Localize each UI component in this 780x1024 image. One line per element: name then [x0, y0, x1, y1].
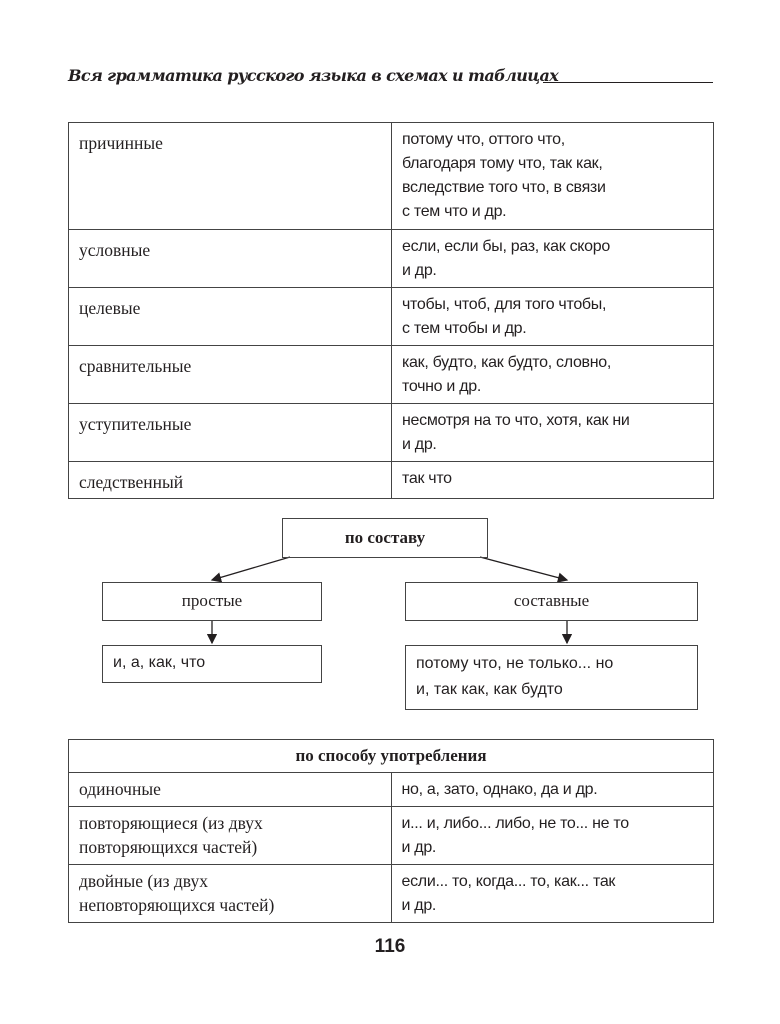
usage-table-header: по способу употребления — [69, 740, 714, 773]
examples-line: потому что, оттого что, — [402, 131, 565, 148]
simple-box: простые — [102, 582, 322, 621]
examples-line: благодаря тому что, так как, — [402, 155, 603, 172]
compound-examples-box — [405, 645, 698, 710]
examples-cell — [391, 807, 714, 865]
examples-line: и др. — [401, 839, 437, 856]
examples-line: с тем чтобы и др. — [402, 320, 527, 337]
type-cell — [69, 807, 392, 865]
examples-line: но, а, зато, однако, да и др. — [401, 781, 598, 798]
usage-table — [68, 739, 714, 923]
type-cell: следственный — [69, 462, 392, 499]
examples-line: с тем что и др. — [402, 203, 507, 220]
examples-line: и др. — [402, 436, 437, 453]
examples-line: и др. — [401, 897, 437, 914]
type-cell: причинные — [69, 123, 392, 230]
diagram-root-box: по составу — [282, 518, 488, 558]
type-line: двойные (из двух — [79, 871, 208, 891]
table-row — [69, 865, 714, 923]
examples-line: если, если бы, раз, как скоро — [402, 238, 610, 255]
type-cell — [69, 865, 392, 923]
examples-line: несмотря на то что, хотя, как ни — [402, 412, 630, 429]
simple-examples-box: и, а, как, что — [102, 645, 322, 683]
type-cell: целевые — [69, 288, 392, 346]
page-number: 116 — [374, 936, 406, 957]
examples-line: и... и, либо... либо, не то... не то — [401, 815, 629, 832]
examples-line: точно и др. — [402, 378, 481, 395]
table-row — [69, 773, 714, 807]
compound-examples-line: потому что, не только... но — [416, 655, 614, 672]
examples-cell — [391, 865, 714, 923]
type-line: повторяющиеся (из двух — [79, 813, 263, 833]
type-cell: условные — [69, 230, 392, 288]
type-line: одиночные — [79, 779, 161, 799]
table-row — [69, 807, 714, 865]
arrow-to-simple — [212, 557, 290, 580]
examples-line: чтобы, чтоб, для того чтобы, — [402, 296, 607, 313]
examples-cell — [391, 773, 714, 807]
examples-line: и др. — [402, 262, 437, 279]
compound-box: составные — [405, 582, 698, 621]
examples-line: так что — [402, 470, 452, 487]
running-header: Вся грамматика русского языка в схемах и таблицах — [68, 66, 559, 85]
arrow-to-compound — [480, 557, 567, 580]
type-cell — [69, 773, 392, 807]
type-cell: сравнительные — [69, 346, 392, 404]
type-line: повторяющихся частей) — [79, 837, 258, 857]
examples-line: если... то, когда... то, как... так — [401, 873, 616, 890]
compound-examples-line: и, так как, как будто — [416, 681, 563, 698]
type-line: неповторяющихся частей) — [79, 895, 275, 915]
examples-line: вследствие того что, в связи — [402, 179, 606, 196]
examples-line: как, будто, как будто, словно, — [402, 354, 612, 371]
type-cell: уступительные — [69, 404, 392, 462]
